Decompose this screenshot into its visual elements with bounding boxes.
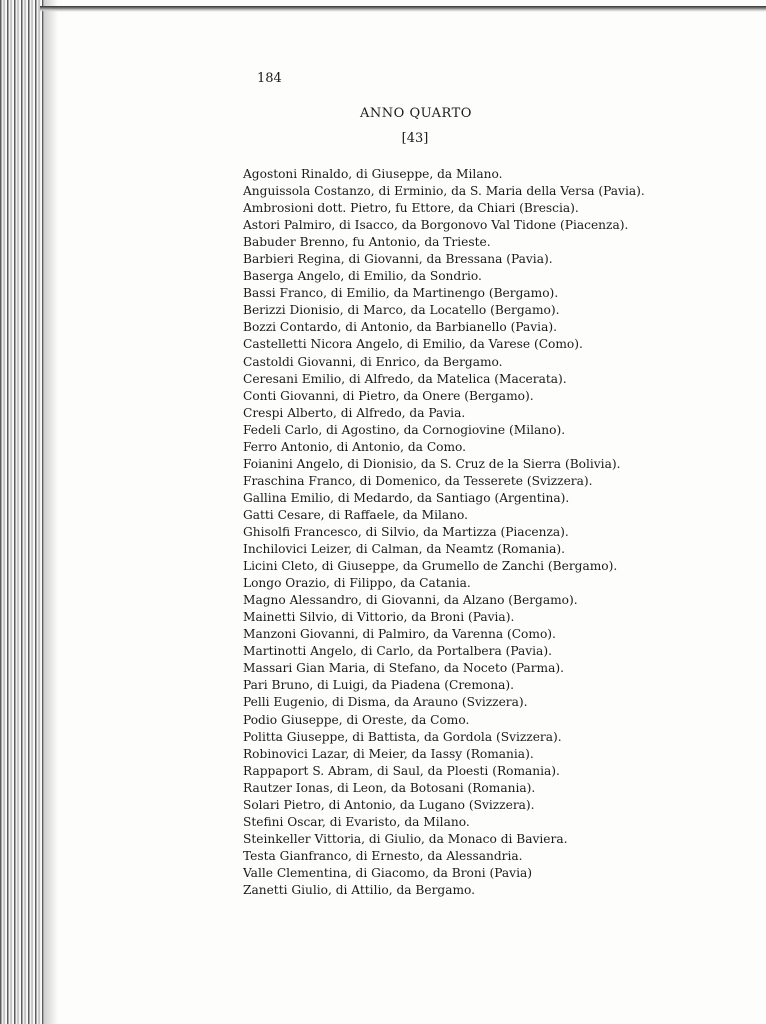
list-item: Agostoni Rinaldo, di Giuseppe, da Milano. (243, 167, 503, 181)
list-item: Pari Bruno, di Luigi, da Piadena (Cremona). (243, 678, 515, 693)
list-item: Licini Cleto, di Giuseppe, da Grumello de Zanchi (Bergamo). (243, 559, 618, 574)
list-item: Rappaport S. Abram, di Saul, da Ploesti (Romania). (243, 763, 560, 778)
list-item: Stefini Oscar, di Evaristo, da Milano. (243, 814, 470, 829)
list-item: Politta Giuseppe, di Battista, da Gordola (Svizzera). (243, 729, 562, 744)
list-item: Ferro Antonio, di Antonio, da Como. (243, 439, 467, 454)
list-item: Castoldi Giovanni, di Enrico, da Bergamo. (243, 354, 503, 369)
list-item: Podio Giuseppe, di Oreste, da Como. (243, 712, 470, 727)
list-item: Gallina Emilio, di Medardo, da Santiago (Argentina). (243, 490, 570, 505)
list-item: Solari Pietro, di Antonio, da Lugano (Svizzera). (243, 797, 535, 812)
list-item: Berizzi Dionisio, di Marco, da Locatello (Bergamo). (243, 303, 560, 318)
list-item: Crespi Alberto, di Alfredo, da Pavia. (243, 405, 466, 420)
list-item: Fraschina Franco, di Domenico, da Tesserete (Svizzera). (243, 473, 593, 488)
list-item: Mainetti Silvio, di Vittorio, da Broni (Pavia). (243, 610, 515, 625)
list-item: Testa Gianfranco, di Ernesto, da Alessandria. (243, 848, 523, 863)
list-item: Ghisolfi Francesco, di Silvio, da Martizza (Piacenza). (243, 524, 569, 539)
section-title: ANNO QUARTO (360, 106, 472, 121)
list-item: Magno Alessandro, di Giovanni, da Alzano (Bergamo). (243, 593, 578, 608)
list-item: Astori Palmiro, di Isacco, da Borgonovo Val Tidone (Piacenza). (243, 218, 629, 233)
list-item: Martinotti Angelo, di Carlo, da Portalbera (Pavia). (243, 644, 552, 659)
list-item: Gatti Cesare, di Raffaele, da Milano. (243, 507, 469, 522)
list-item: Bassi Franco, di Emilio, da Martinengo (Bergamo). (243, 286, 559, 301)
book-binding (0, 0, 44, 1024)
page-top-edge (40, 6, 766, 12)
list-item: Foianini Angelo, di Dionisio, da S. Cruz de la Sierra (Bolivia). (243, 456, 621, 471)
list-item: Bozzi Contardo, di Antonio, da Barbianello (Pavia). (243, 320, 557, 335)
list-item: Longo Orazio, di Filippo, da Catania. (243, 576, 471, 591)
list-item: Massari Gian Maria, di Stefano, da Noceto (Parma). (243, 661, 565, 676)
list-item: Valle Clementina, di Giacomo, da Broni (Pavia) (243, 865, 532, 880)
list-item: Zanetti Giulio, di Attilio, da Bergamo. (243, 882, 476, 897)
list-item: Conti Giovanni, di Pietro, da Onere (Bergamo). (243, 388, 534, 403)
list-item: Castelletti Nicora Angelo, di Emilio, da Varese (Como). (243, 337, 583, 352)
list-item: Barbieri Regina, di Giovanni, da Bressana (Pavia). (243, 252, 553, 267)
page-number: 184 (257, 71, 282, 86)
list-item: Manzoni Giovanni, di Palmiro, da Varenna (Como). (243, 627, 556, 642)
list-item: Inchilovici Leizer, di Calman, da Neamtz (Romania). (243, 542, 565, 557)
list-item: Babuder Brenno, fu Antonio, da Trieste. (243, 235, 491, 250)
student-list (243, 166, 645, 899)
list-item: Fedeli Carlo, di Agostino, da Cornogiovine (Milano). (243, 422, 566, 437)
list-item: Steinkeller Vittoria, di Giulio, da Monaco di Baviera. (243, 831, 568, 846)
list-item: Baserga Angelo, di Emilio, da Sondrio. (243, 269, 482, 284)
list-item: Rautzer Ionas, di Leon, da Botosani (Romania). (243, 780, 536, 795)
list-item: Robinovici Lazar, di Meier, da Iassy (Romania). (243, 746, 534, 761)
list-item: Ambrosioni dott. Pietro, fu Ettore, da Chiari (Brescia). (243, 201, 579, 216)
list-item: Ceresani Emilio, di Alfredo, da Matelica (Macerata). (243, 371, 567, 386)
list-item: Pelli Eugenio, di Disma, da Arauno (Svizzera). (243, 695, 528, 710)
binding-shadow (44, 0, 58, 1024)
section-number: [43] (401, 131, 429, 146)
list-item: Anguissola Costanzo, di Erminio, da S. Maria della Versa (Pavia). (243, 184, 645, 199)
